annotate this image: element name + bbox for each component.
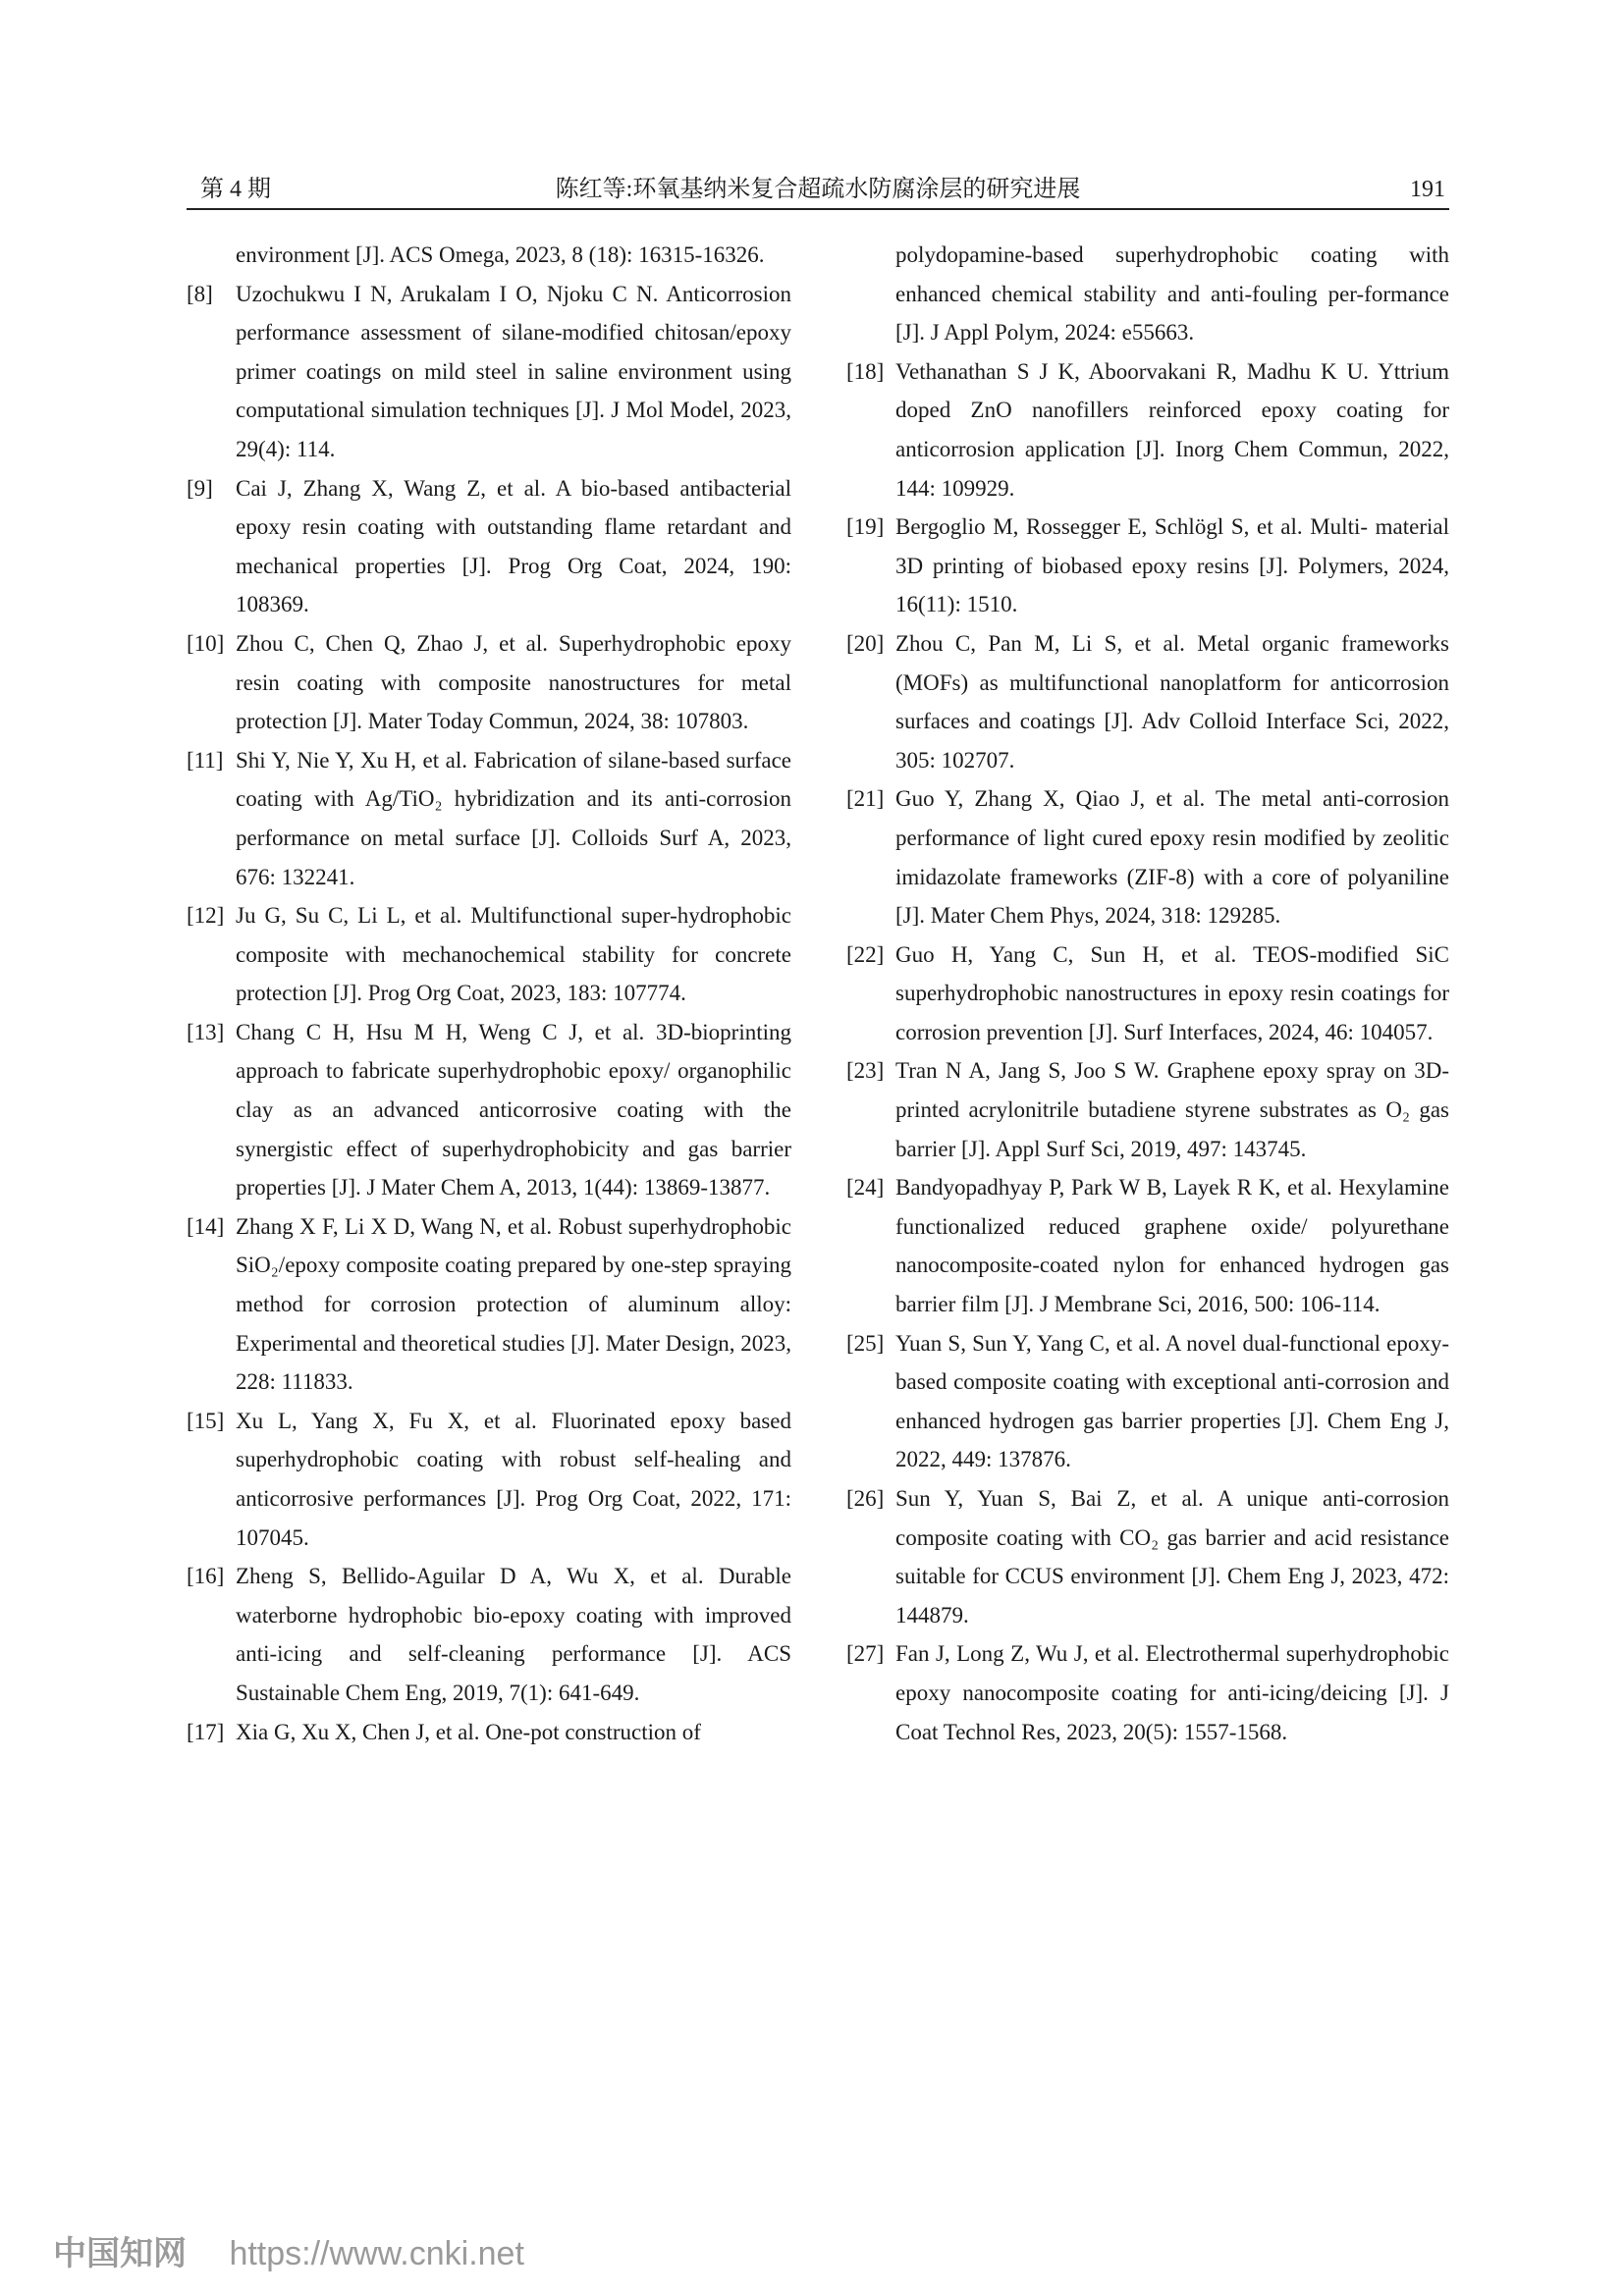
reference-number: [15]: [187, 1408, 225, 1433]
reference-number: [20]: [846, 630, 885, 656]
cnki-url[interactable]: https://www.cnki.net: [229, 2235, 524, 2272]
reference-text: Xia G, Xu X, Chen J, et al. One-pot construction of: [236, 1719, 701, 1744]
watermark-footer: [53, 2234, 524, 2273]
reference-text: Guo H, Yang C, Sun H, et al. TEOS-modified SiC superhydrophobic nanostructures in epoxy resin coatings for corrosion prevention [J]. Surf Interfaces, 2024, 46: 104057.: [895, 941, 1449, 1044]
reference-number: [10]: [187, 630, 225, 656]
reference-number: [24]: [846, 1175, 885, 1201]
reference-item: [187, 1013, 791, 1207]
reference-item: [846, 1051, 1449, 1168]
reference-item: [846, 507, 1449, 624]
reference-item: [187, 469, 791, 624]
reference-number: [23]: [846, 1058, 885, 1084]
reference-number: [13]: [187, 1019, 225, 1044]
reference-text: Bergoglio M, Rossegger E, Schlögl S, et al. Multi- material 3D printing of biobased epoxy resins [J]. Polymers, 2024, 16(11): 1510.: [895, 514, 1449, 617]
reference-text: Zhou C, Chen Q, Zhao J, et al. Superhydrophobic epoxy resin coating with composite nanostructures for metal protection [J]. Mater Today Commun, 2024, 38: 107803.: [236, 630, 791, 734]
reference-text: Vethanathan S J K, Aboorvakani R, Madhu K U. Yttrium doped ZnO nanofillers reinforced epoxy coating for anticorrosion application [J]. Inorg Chem Commun, 2022, 144: 109929.: [895, 358, 1449, 501]
reference-text: Bandyopadhyay P, Park W B, Layek R K, et al. Hexylamine functionalized reduced graphene oxide/ polyurethane nanocomposite-coated nylon for enhanced hydrogen gas barrier film [J]. J Membrane Sci, 2016, 500: 106-114.: [895, 1175, 1449, 1317]
reference-item: [846, 624, 1449, 779]
reference-text: environment [J]. ACS Omega, 2023, 8 (18): 16315-16326.: [236, 242, 765, 267]
page-number: 191: [1410, 177, 1445, 202]
reference-number: [25]: [846, 1330, 885, 1356]
reference-text: polydopamine-based superhydrophobic coating with enhanced chemical stability and anti-fouling per-formance [J]. J Appl Polym, 2024: e55663.: [895, 242, 1449, 346]
issue-label: 第 4 期: [200, 177, 271, 202]
reference-item: [187, 236, 791, 275]
reference-text: Ju G, Su C, Li L, et al. Multifunctional super-hydrophobic composite with mechanochemical stability for concrete protection [J]. Prog Org Coat, 2023, 183: 107774.: [236, 903, 791, 1006]
reference-item: [187, 1402, 791, 1557]
running-header: [187, 173, 1449, 210]
reference-text: Tran N A, Jang S, Joo S W. Graphene epoxy spray on 3D-printed acrylonitrile butadiene styrene substrates as O₂ gas barrier [J]. Appl Surf Sci, 2019, 497: 143745.: [895, 1058, 1449, 1161]
reference-item: [187, 1557, 791, 1712]
reference-item: [846, 779, 1449, 934]
reference-text: Sun Y, Yuan S, Bai Z, et al. A unique anti-corrosion composite coating with CO₂ gas barrier and acid resistance suitable for CCUS environment [J]. Chem Eng J, 2023, 472: 144879.: [895, 1486, 1449, 1628]
reference-text: Uzochukwu I N, Arukalam I O, Njoku C N. Anticorrosion performance assessment of silane-modified chitosan/epoxy primer coatings on mild steel in saline environment using computational simulation techniques [J]. J Mol Model, 2023, 29(4): 114.: [236, 281, 791, 461]
reference-text: Xu L, Yang X, Fu X, et al. Fluorinated epoxy based superhydrophobic coating with robust self-healing and anticorrosive performances [J]. Prog Org Coat, 2022, 171: 107045.: [236, 1408, 791, 1550]
reference-item: [846, 352, 1449, 507]
reference-item: [187, 624, 791, 741]
reference-item: [846, 1479, 1449, 1634]
reference-text: Zhou C, Pan M, Li S, et al. Metal organic frameworks (MOFs) as multifunctional nanoplatform for anticorrosion surfaces and coatings [J]. Adv Colloid Interface Sci, 2022, 305: 102707.: [895, 630, 1449, 773]
reference-text: Shi Y, Nie Y, Xu H, et al. Fabrication of silane-based surface coating with Ag/TiO₂ hybridization and its anti-corrosion performance on metal surface [J]. Colloids Surf A, 2023, 676: 132241.: [236, 747, 791, 889]
running-title: 陈红等:环氧基纳米复合超疏水防腐涂层的研究进展: [555, 177, 1081, 202]
reference-item: [187, 896, 791, 1013]
references-left-column: [187, 236, 791, 1751]
reference-number: [22]: [846, 941, 885, 967]
cnki-brand: 中国知网: [53, 2235, 187, 2272]
reference-item: [187, 1207, 791, 1402]
reference-text: Yuan S, Sun Y, Yang C, et al. A novel dual-functional epoxy-based composite coating with exceptional anti-corrosion and enhanced hydrogen gas barrier properties [J]. Chem Eng J, 2022, 449: 137876.: [895, 1330, 1449, 1472]
reference-number: [17]: [187, 1719, 225, 1744]
reference-text: Cai J, Zhang X, Wang Z, et al. A bio-based antibacterial epoxy resin coating with outstanding flame retardant and mechanical properties [J]. Prog Org Coat, 2024, 190: 108369.: [236, 475, 791, 617]
reference-number: [16]: [187, 1564, 225, 1589]
reference-text: Zheng S, Bellido-Aguilar D A, Wu X, et al. Durable waterborne hydrophobic bio-epoxy coating with improved anti-icing and self-cleaning performance [J]. ACS Sustainable Chem Eng, 2019, 7(1): 641-649.: [236, 1564, 791, 1705]
reference-number: [18]: [846, 358, 885, 384]
reference-number: [19]: [846, 514, 885, 540]
reference-item: [846, 236, 1449, 352]
reference-text: Fan J, Long Z, Wu J, et al. Electrothermal superhydrophobic epoxy nanocomposite coating for anti-icing/deicing [J]. J Coat Technol Res, 2023, 20(5): 1557-1568.: [895, 1641, 1449, 1744]
reference-item: [187, 275, 791, 469]
reference-number: [12]: [187, 903, 225, 929]
reference-number: [26]: [846, 1486, 885, 1511]
reference-text: Guo Y, Zhang X, Qiao J, et al. The metal anti-corrosion performance of light cured epoxy resin modified by zeolitic imidazolate frameworks (ZIF-8) with a core of polyaniline [J]. Mater Chem Phys, 2024, 318: 129285.: [895, 786, 1449, 929]
reference-text: Chang C H, Hsu M H, Weng C J, et al. 3D-bioprinting approach to fabricate superhydrophobic epoxy/ organophilic clay as an advanced anticorrosive coating with the synergistic effect of superhydrophobicity and gas barrier properties [J]. J Mater Chem A, 2013, 1(44): 13869-13877.: [236, 1019, 791, 1201]
reference-number: [9]: [187, 475, 213, 501]
references-right-column: [846, 236, 1449, 1751]
reference-number: [14]: [187, 1213, 225, 1239]
reference-item: [187, 1713, 791, 1752]
reference-number: [11]: [187, 747, 224, 773]
reference-text: Zhang X F, Li X D, Wang N, et al. Robust superhydrophobic SiO₂/epoxy composite coating prepared by one-step spraying method for corrosion protection of aluminum alloy: Experimental and theoretical studies [J]. Mater Design, 2023, 228: 111833.: [236, 1213, 791, 1395]
reference-item: [846, 935, 1449, 1052]
reference-number: [8]: [187, 281, 213, 306]
reference-item: [846, 1324, 1449, 1479]
reference-number: [27]: [846, 1641, 885, 1667]
reference-item: [846, 1634, 1449, 1751]
reference-number: [21]: [846, 786, 885, 812]
reference-item: [187, 741, 791, 896]
reference-item: [846, 1168, 1449, 1323]
